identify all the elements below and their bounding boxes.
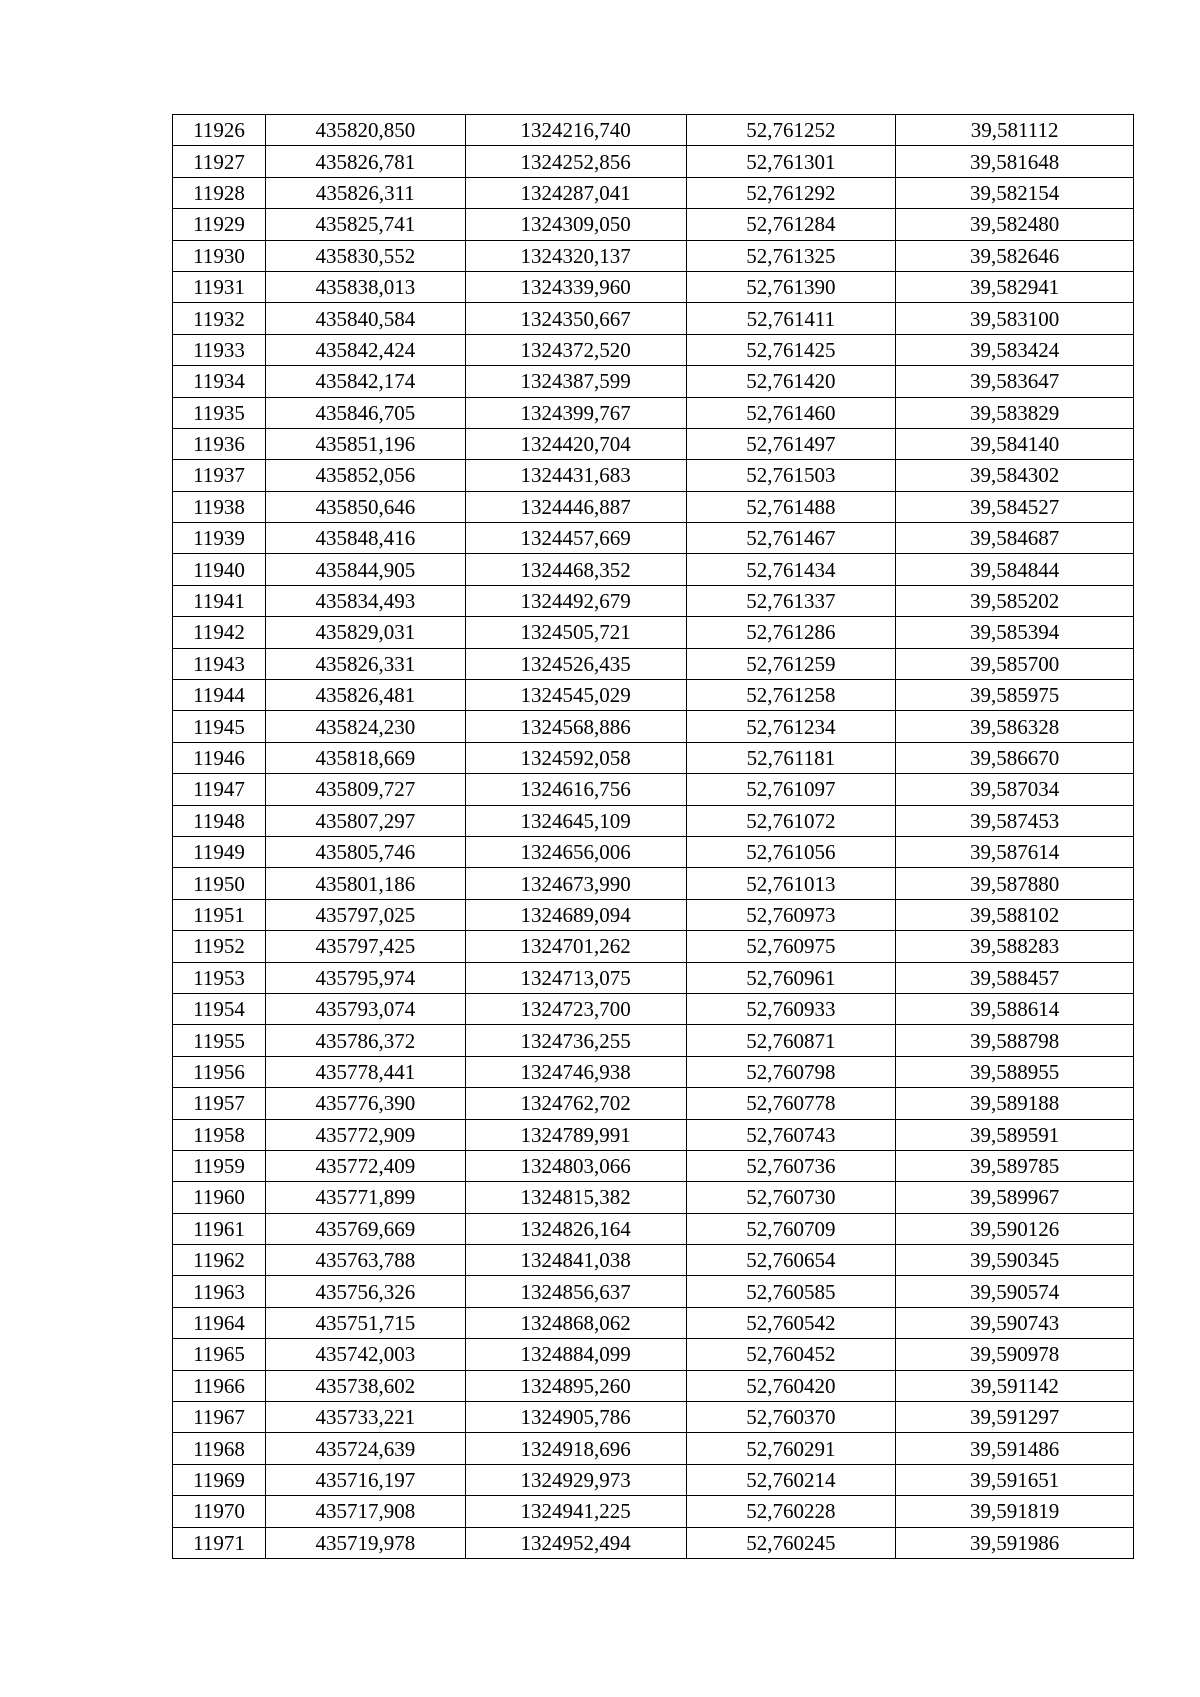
table-row: [173, 271, 1134, 302]
table-row: [173, 993, 1134, 1024]
longitude-cell: 39,584140: [896, 428, 1134, 459]
x-coordinate-cell: 435826,331: [265, 648, 465, 679]
x-coordinate-cell: 435797,425: [265, 931, 465, 962]
latitude-cell: 52,760798: [686, 1056, 896, 1087]
latitude-cell: 52,761390: [686, 271, 896, 302]
table-row: [173, 931, 1134, 962]
latitude-cell: 52,761056: [686, 836, 896, 867]
latitude-cell: 52,761097: [686, 774, 896, 805]
x-coordinate-cell: 435776,390: [265, 1088, 465, 1119]
table-row: [173, 1245, 1134, 1276]
point-number-cell: 11954: [173, 993, 266, 1024]
latitude-cell: 52,760975: [686, 931, 896, 962]
longitude-cell: 39,591297: [896, 1402, 1134, 1433]
y-coordinate-cell: 1324789,991: [465, 1119, 686, 1150]
point-number-cell: 11933: [173, 334, 266, 365]
latitude-cell: 52,761259: [686, 648, 896, 679]
longitude-cell: 39,587453: [896, 805, 1134, 836]
longitude-cell: 39,590126: [896, 1213, 1134, 1244]
point-number-cell: 11956: [173, 1056, 266, 1087]
longitude-cell: 39,581648: [896, 146, 1134, 177]
y-coordinate-cell: 1324446,887: [465, 491, 686, 522]
latitude-cell: 52,760778: [686, 1088, 896, 1119]
x-coordinate-cell: 435838,013: [265, 271, 465, 302]
longitude-cell: 39,591986: [896, 1527, 1134, 1558]
point-number-cell: 11971: [173, 1527, 266, 1558]
table-row: [173, 460, 1134, 491]
x-coordinate-cell: 435848,416: [265, 523, 465, 554]
longitude-cell: 39,585394: [896, 617, 1134, 648]
x-coordinate-cell: 435797,025: [265, 899, 465, 930]
x-coordinate-cell: 435826,481: [265, 680, 465, 711]
point-number-cell: 11928: [173, 177, 266, 208]
table-row: [173, 648, 1134, 679]
longitude-cell: 39,588102: [896, 899, 1134, 930]
latitude-cell: 52,761488: [686, 491, 896, 522]
y-coordinate-cell: 1324929,973: [465, 1464, 686, 1495]
latitude-cell: 52,760214: [686, 1464, 896, 1495]
table-row: [173, 1464, 1134, 1495]
y-coordinate-cell: 1324884,099: [465, 1339, 686, 1370]
table-row: [173, 868, 1134, 899]
x-coordinate-cell: 435846,705: [265, 397, 465, 428]
point-number-cell: 11953: [173, 962, 266, 993]
point-number-cell: 11937: [173, 460, 266, 491]
x-coordinate-cell: 435820,850: [265, 115, 465, 146]
longitude-cell: 39,582480: [896, 209, 1134, 240]
y-coordinate-cell: 1324713,075: [465, 962, 686, 993]
longitude-cell: 39,581112: [896, 115, 1134, 146]
table-row: [173, 1433, 1134, 1464]
point-number-cell: 11947: [173, 774, 266, 805]
longitude-cell: 39,585202: [896, 585, 1134, 616]
point-number-cell: 11968: [173, 1433, 266, 1464]
y-coordinate-cell: 1324701,262: [465, 931, 686, 962]
point-number-cell: 11952: [173, 931, 266, 962]
table-row: [173, 742, 1134, 773]
longitude-cell: 39,589967: [896, 1182, 1134, 1213]
latitude-cell: 52,760228: [686, 1496, 896, 1527]
table-row: [173, 1339, 1134, 1370]
longitude-cell: 39,591142: [896, 1370, 1134, 1401]
latitude-cell: 52,761284: [686, 209, 896, 240]
point-number-cell: 11965: [173, 1339, 266, 1370]
coordinates-table: [172, 114, 1134, 1559]
latitude-cell: 52,761252: [686, 115, 896, 146]
longitude-cell: 39,588614: [896, 993, 1134, 1024]
latitude-cell: 52,760654: [686, 1245, 896, 1276]
longitude-cell: 39,582154: [896, 177, 1134, 208]
longitude-cell: 39,585975: [896, 680, 1134, 711]
latitude-cell: 52,761467: [686, 523, 896, 554]
latitude-cell: 52,761286: [686, 617, 896, 648]
longitude-cell: 39,586670: [896, 742, 1134, 773]
x-coordinate-cell: 435793,074: [265, 993, 465, 1024]
y-coordinate-cell: 1324868,062: [465, 1307, 686, 1338]
y-coordinate-cell: 1324895,260: [465, 1370, 686, 1401]
x-coordinate-cell: 435795,974: [265, 962, 465, 993]
longitude-cell: 39,583829: [896, 397, 1134, 428]
point-number-cell: 11941: [173, 585, 266, 616]
y-coordinate-cell: 1324420,704: [465, 428, 686, 459]
y-coordinate-cell: 1324216,740: [465, 115, 686, 146]
y-coordinate-cell: 1324592,058: [465, 742, 686, 773]
x-coordinate-cell: 435786,372: [265, 1025, 465, 1056]
x-coordinate-cell: 435771,899: [265, 1182, 465, 1213]
table-row: [173, 334, 1134, 365]
latitude-cell: 52,761234: [686, 711, 896, 742]
x-coordinate-cell: 435818,669: [265, 742, 465, 773]
table-row: [173, 146, 1134, 177]
y-coordinate-cell: 1324918,696: [465, 1433, 686, 1464]
y-coordinate-cell: 1324803,066: [465, 1150, 686, 1181]
y-coordinate-cell: 1324746,938: [465, 1056, 686, 1087]
longitude-cell: 39,590574: [896, 1276, 1134, 1307]
table-row: [173, 366, 1134, 397]
latitude-cell: 52,760743: [686, 1119, 896, 1150]
point-number-cell: 11948: [173, 805, 266, 836]
point-number-cell: 11951: [173, 899, 266, 930]
longitude-cell: 39,584302: [896, 460, 1134, 491]
table-row: [173, 1307, 1134, 1338]
point-number-cell: 11930: [173, 240, 266, 271]
longitude-cell: 39,587614: [896, 836, 1134, 867]
point-number-cell: 11966: [173, 1370, 266, 1401]
latitude-cell: 52,761425: [686, 334, 896, 365]
point-number-cell: 11964: [173, 1307, 266, 1338]
x-coordinate-cell: 435840,584: [265, 303, 465, 334]
x-coordinate-cell: 435850,646: [265, 491, 465, 522]
longitude-cell: 39,588798: [896, 1025, 1134, 1056]
table-row: [173, 240, 1134, 271]
latitude-cell: 52,761325: [686, 240, 896, 271]
table-row: [173, 177, 1134, 208]
y-coordinate-cell: 1324545,029: [465, 680, 686, 711]
point-number-cell: 11935: [173, 397, 266, 428]
table-row: [173, 554, 1134, 585]
table-row: [173, 303, 1134, 334]
longitude-cell: 39,590978: [896, 1339, 1134, 1370]
y-coordinate-cell: 1324372,520: [465, 334, 686, 365]
table-row: [173, 1056, 1134, 1087]
coordinates-table-body: [173, 115, 1134, 1559]
latitude-cell: 52,760933: [686, 993, 896, 1024]
latitude-cell: 52,761411: [686, 303, 896, 334]
longitude-cell: 39,587880: [896, 868, 1134, 899]
point-number-cell: 11936: [173, 428, 266, 459]
longitude-cell: 39,588283: [896, 931, 1134, 962]
longitude-cell: 39,583424: [896, 334, 1134, 365]
x-coordinate-cell: 435834,493: [265, 585, 465, 616]
point-number-cell: 11967: [173, 1402, 266, 1433]
x-coordinate-cell: 435772,409: [265, 1150, 465, 1181]
x-coordinate-cell: 435805,746: [265, 836, 465, 867]
y-coordinate-cell: 1324673,990: [465, 868, 686, 899]
y-coordinate-cell: 1324826,164: [465, 1213, 686, 1244]
point-number-cell: 11944: [173, 680, 266, 711]
y-coordinate-cell: 1324339,960: [465, 271, 686, 302]
latitude-cell: 52,761460: [686, 397, 896, 428]
point-number-cell: 11926: [173, 115, 266, 146]
table-row: [173, 523, 1134, 554]
longitude-cell: 39,591651: [896, 1464, 1134, 1495]
latitude-cell: 52,760370: [686, 1402, 896, 1433]
y-coordinate-cell: 1324320,137: [465, 240, 686, 271]
table-row: [173, 1527, 1134, 1558]
longitude-cell: 39,591486: [896, 1433, 1134, 1464]
y-coordinate-cell: 1324492,679: [465, 585, 686, 616]
table-row: [173, 1213, 1134, 1244]
x-coordinate-cell: 435830,552: [265, 240, 465, 271]
y-coordinate-cell: 1324252,856: [465, 146, 686, 177]
y-coordinate-cell: 1324656,006: [465, 836, 686, 867]
latitude-cell: 52,760730: [686, 1182, 896, 1213]
point-number-cell: 11960: [173, 1182, 266, 1213]
longitude-cell: 39,584527: [896, 491, 1134, 522]
longitude-cell: 39,590345: [896, 1245, 1134, 1276]
longitude-cell: 39,590743: [896, 1307, 1134, 1338]
point-number-cell: 11957: [173, 1088, 266, 1119]
longitude-cell: 39,589188: [896, 1088, 1134, 1119]
longitude-cell: 39,586328: [896, 711, 1134, 742]
point-number-cell: 11940: [173, 554, 266, 585]
y-coordinate-cell: 1324815,382: [465, 1182, 686, 1213]
point-number-cell: 11955: [173, 1025, 266, 1056]
latitude-cell: 52,761301: [686, 146, 896, 177]
point-number-cell: 11931: [173, 271, 266, 302]
y-coordinate-cell: 1324309,050: [465, 209, 686, 240]
x-coordinate-cell: 435851,196: [265, 428, 465, 459]
table-row: [173, 680, 1134, 711]
x-coordinate-cell: 435717,908: [265, 1496, 465, 1527]
longitude-cell: 39,583100: [896, 303, 1134, 334]
point-number-cell: 11946: [173, 742, 266, 773]
latitude-cell: 52,761497: [686, 428, 896, 459]
x-coordinate-cell: 435801,186: [265, 868, 465, 899]
point-number-cell: 11959: [173, 1150, 266, 1181]
y-coordinate-cell: 1324399,767: [465, 397, 686, 428]
x-coordinate-cell: 435809,727: [265, 774, 465, 805]
y-coordinate-cell: 1324723,700: [465, 993, 686, 1024]
x-coordinate-cell: 435852,056: [265, 460, 465, 491]
y-coordinate-cell: 1324526,435: [465, 648, 686, 679]
point-number-cell: 11938: [173, 491, 266, 522]
table-row: [173, 1402, 1134, 1433]
latitude-cell: 52,760585: [686, 1276, 896, 1307]
point-number-cell: 11932: [173, 303, 266, 334]
x-coordinate-cell: 435756,326: [265, 1276, 465, 1307]
table-row: [173, 1119, 1134, 1150]
point-number-cell: 11963: [173, 1276, 266, 1307]
longitude-cell: 39,588955: [896, 1056, 1134, 1087]
table-row: [173, 585, 1134, 616]
x-coordinate-cell: 435738,602: [265, 1370, 465, 1401]
longitude-cell: 39,582941: [896, 271, 1134, 302]
longitude-cell: 39,583647: [896, 366, 1134, 397]
latitude-cell: 52,761292: [686, 177, 896, 208]
table-row: [173, 962, 1134, 993]
y-coordinate-cell: 1324762,702: [465, 1088, 686, 1119]
x-coordinate-cell: 435842,424: [265, 334, 465, 365]
point-number-cell: 11939: [173, 523, 266, 554]
point-number-cell: 11942: [173, 617, 266, 648]
table-row: [173, 711, 1134, 742]
latitude-cell: 52,761181: [686, 742, 896, 773]
latitude-cell: 52,760452: [686, 1339, 896, 1370]
point-number-cell: 11949: [173, 836, 266, 867]
y-coordinate-cell: 1324350,667: [465, 303, 686, 334]
y-coordinate-cell: 1324952,494: [465, 1527, 686, 1558]
y-coordinate-cell: 1324468,352: [465, 554, 686, 585]
point-number-cell: 11970: [173, 1496, 266, 1527]
x-coordinate-cell: 435724,639: [265, 1433, 465, 1464]
x-coordinate-cell: 435751,715: [265, 1307, 465, 1338]
latitude-cell: 52,760736: [686, 1150, 896, 1181]
point-number-cell: 11927: [173, 146, 266, 177]
y-coordinate-cell: 1324505,721: [465, 617, 686, 648]
latitude-cell: 52,760420: [686, 1370, 896, 1401]
table-row: [173, 115, 1134, 146]
table-row: [173, 774, 1134, 805]
x-coordinate-cell: 435742,003: [265, 1339, 465, 1370]
y-coordinate-cell: 1324841,038: [465, 1245, 686, 1276]
latitude-cell: 52,761420: [686, 366, 896, 397]
point-number-cell: 11958: [173, 1119, 266, 1150]
table-row: [173, 1025, 1134, 1056]
table-row: [173, 1370, 1134, 1401]
point-number-cell: 11962: [173, 1245, 266, 1276]
y-coordinate-cell: 1324287,041: [465, 177, 686, 208]
longitude-cell: 39,589591: [896, 1119, 1134, 1150]
latitude-cell: 52,760245: [686, 1527, 896, 1558]
y-coordinate-cell: 1324457,669: [465, 523, 686, 554]
point-number-cell: 11929: [173, 209, 266, 240]
x-coordinate-cell: 435807,297: [265, 805, 465, 836]
table-row: [173, 1496, 1134, 1527]
x-coordinate-cell: 435763,788: [265, 1245, 465, 1276]
table-row: [173, 1088, 1134, 1119]
y-coordinate-cell: 1324645,109: [465, 805, 686, 836]
table-row: [173, 397, 1134, 428]
latitude-cell: 52,761503: [686, 460, 896, 491]
y-coordinate-cell: 1324941,225: [465, 1496, 686, 1527]
longitude-cell: 39,588457: [896, 962, 1134, 993]
x-coordinate-cell: 435824,230: [265, 711, 465, 742]
latitude-cell: 52,761072: [686, 805, 896, 836]
x-coordinate-cell: 435842,174: [265, 366, 465, 397]
y-coordinate-cell: 1324905,786: [465, 1402, 686, 1433]
x-coordinate-cell: 435825,741: [265, 209, 465, 240]
table-row: [173, 428, 1134, 459]
table-row: [173, 491, 1134, 522]
point-number-cell: 11934: [173, 366, 266, 397]
latitude-cell: 52,761258: [686, 680, 896, 711]
point-number-cell: 11945: [173, 711, 266, 742]
x-coordinate-cell: 435826,781: [265, 146, 465, 177]
table-row: [173, 836, 1134, 867]
latitude-cell: 52,761013: [686, 868, 896, 899]
table-row: [173, 209, 1134, 240]
y-coordinate-cell: 1324616,756: [465, 774, 686, 805]
table-row: [173, 617, 1134, 648]
y-coordinate-cell: 1324568,886: [465, 711, 686, 742]
latitude-cell: 52,760709: [686, 1213, 896, 1244]
table-row: [173, 1276, 1134, 1307]
y-coordinate-cell: 1324736,255: [465, 1025, 686, 1056]
longitude-cell: 39,587034: [896, 774, 1134, 805]
point-number-cell: 11950: [173, 868, 266, 899]
longitude-cell: 39,591819: [896, 1496, 1134, 1527]
x-coordinate-cell: 435844,905: [265, 554, 465, 585]
longitude-cell: 39,584844: [896, 554, 1134, 585]
x-coordinate-cell: 435719,978: [265, 1527, 465, 1558]
y-coordinate-cell: 1324387,599: [465, 366, 686, 397]
y-coordinate-cell: 1324431,683: [465, 460, 686, 491]
point-number-cell: 11969: [173, 1464, 266, 1495]
y-coordinate-cell: 1324856,637: [465, 1276, 686, 1307]
longitude-cell: 39,589785: [896, 1150, 1134, 1181]
longitude-cell: 39,585700: [896, 648, 1134, 679]
x-coordinate-cell: 435769,669: [265, 1213, 465, 1244]
latitude-cell: 52,761337: [686, 585, 896, 616]
latitude-cell: 52,760961: [686, 962, 896, 993]
x-coordinate-cell: 435716,197: [265, 1464, 465, 1495]
x-coordinate-cell: 435772,909: [265, 1119, 465, 1150]
x-coordinate-cell: 435826,311: [265, 177, 465, 208]
x-coordinate-cell: 435829,031: [265, 617, 465, 648]
point-number-cell: 11943: [173, 648, 266, 679]
latitude-cell: 52,760973: [686, 899, 896, 930]
longitude-cell: 39,582646: [896, 240, 1134, 271]
table-row: [173, 899, 1134, 930]
table-row: [173, 1150, 1134, 1181]
latitude-cell: 52,761434: [686, 554, 896, 585]
point-number-cell: 11961: [173, 1213, 266, 1244]
x-coordinate-cell: 435733,221: [265, 1402, 465, 1433]
longitude-cell: 39,584687: [896, 523, 1134, 554]
latitude-cell: 52,760291: [686, 1433, 896, 1464]
latitude-cell: 52,760871: [686, 1025, 896, 1056]
y-coordinate-cell: 1324689,094: [465, 899, 686, 930]
x-coordinate-cell: 435778,441: [265, 1056, 465, 1087]
table-row: [173, 805, 1134, 836]
table-row: [173, 1182, 1134, 1213]
latitude-cell: 52,760542: [686, 1307, 896, 1338]
